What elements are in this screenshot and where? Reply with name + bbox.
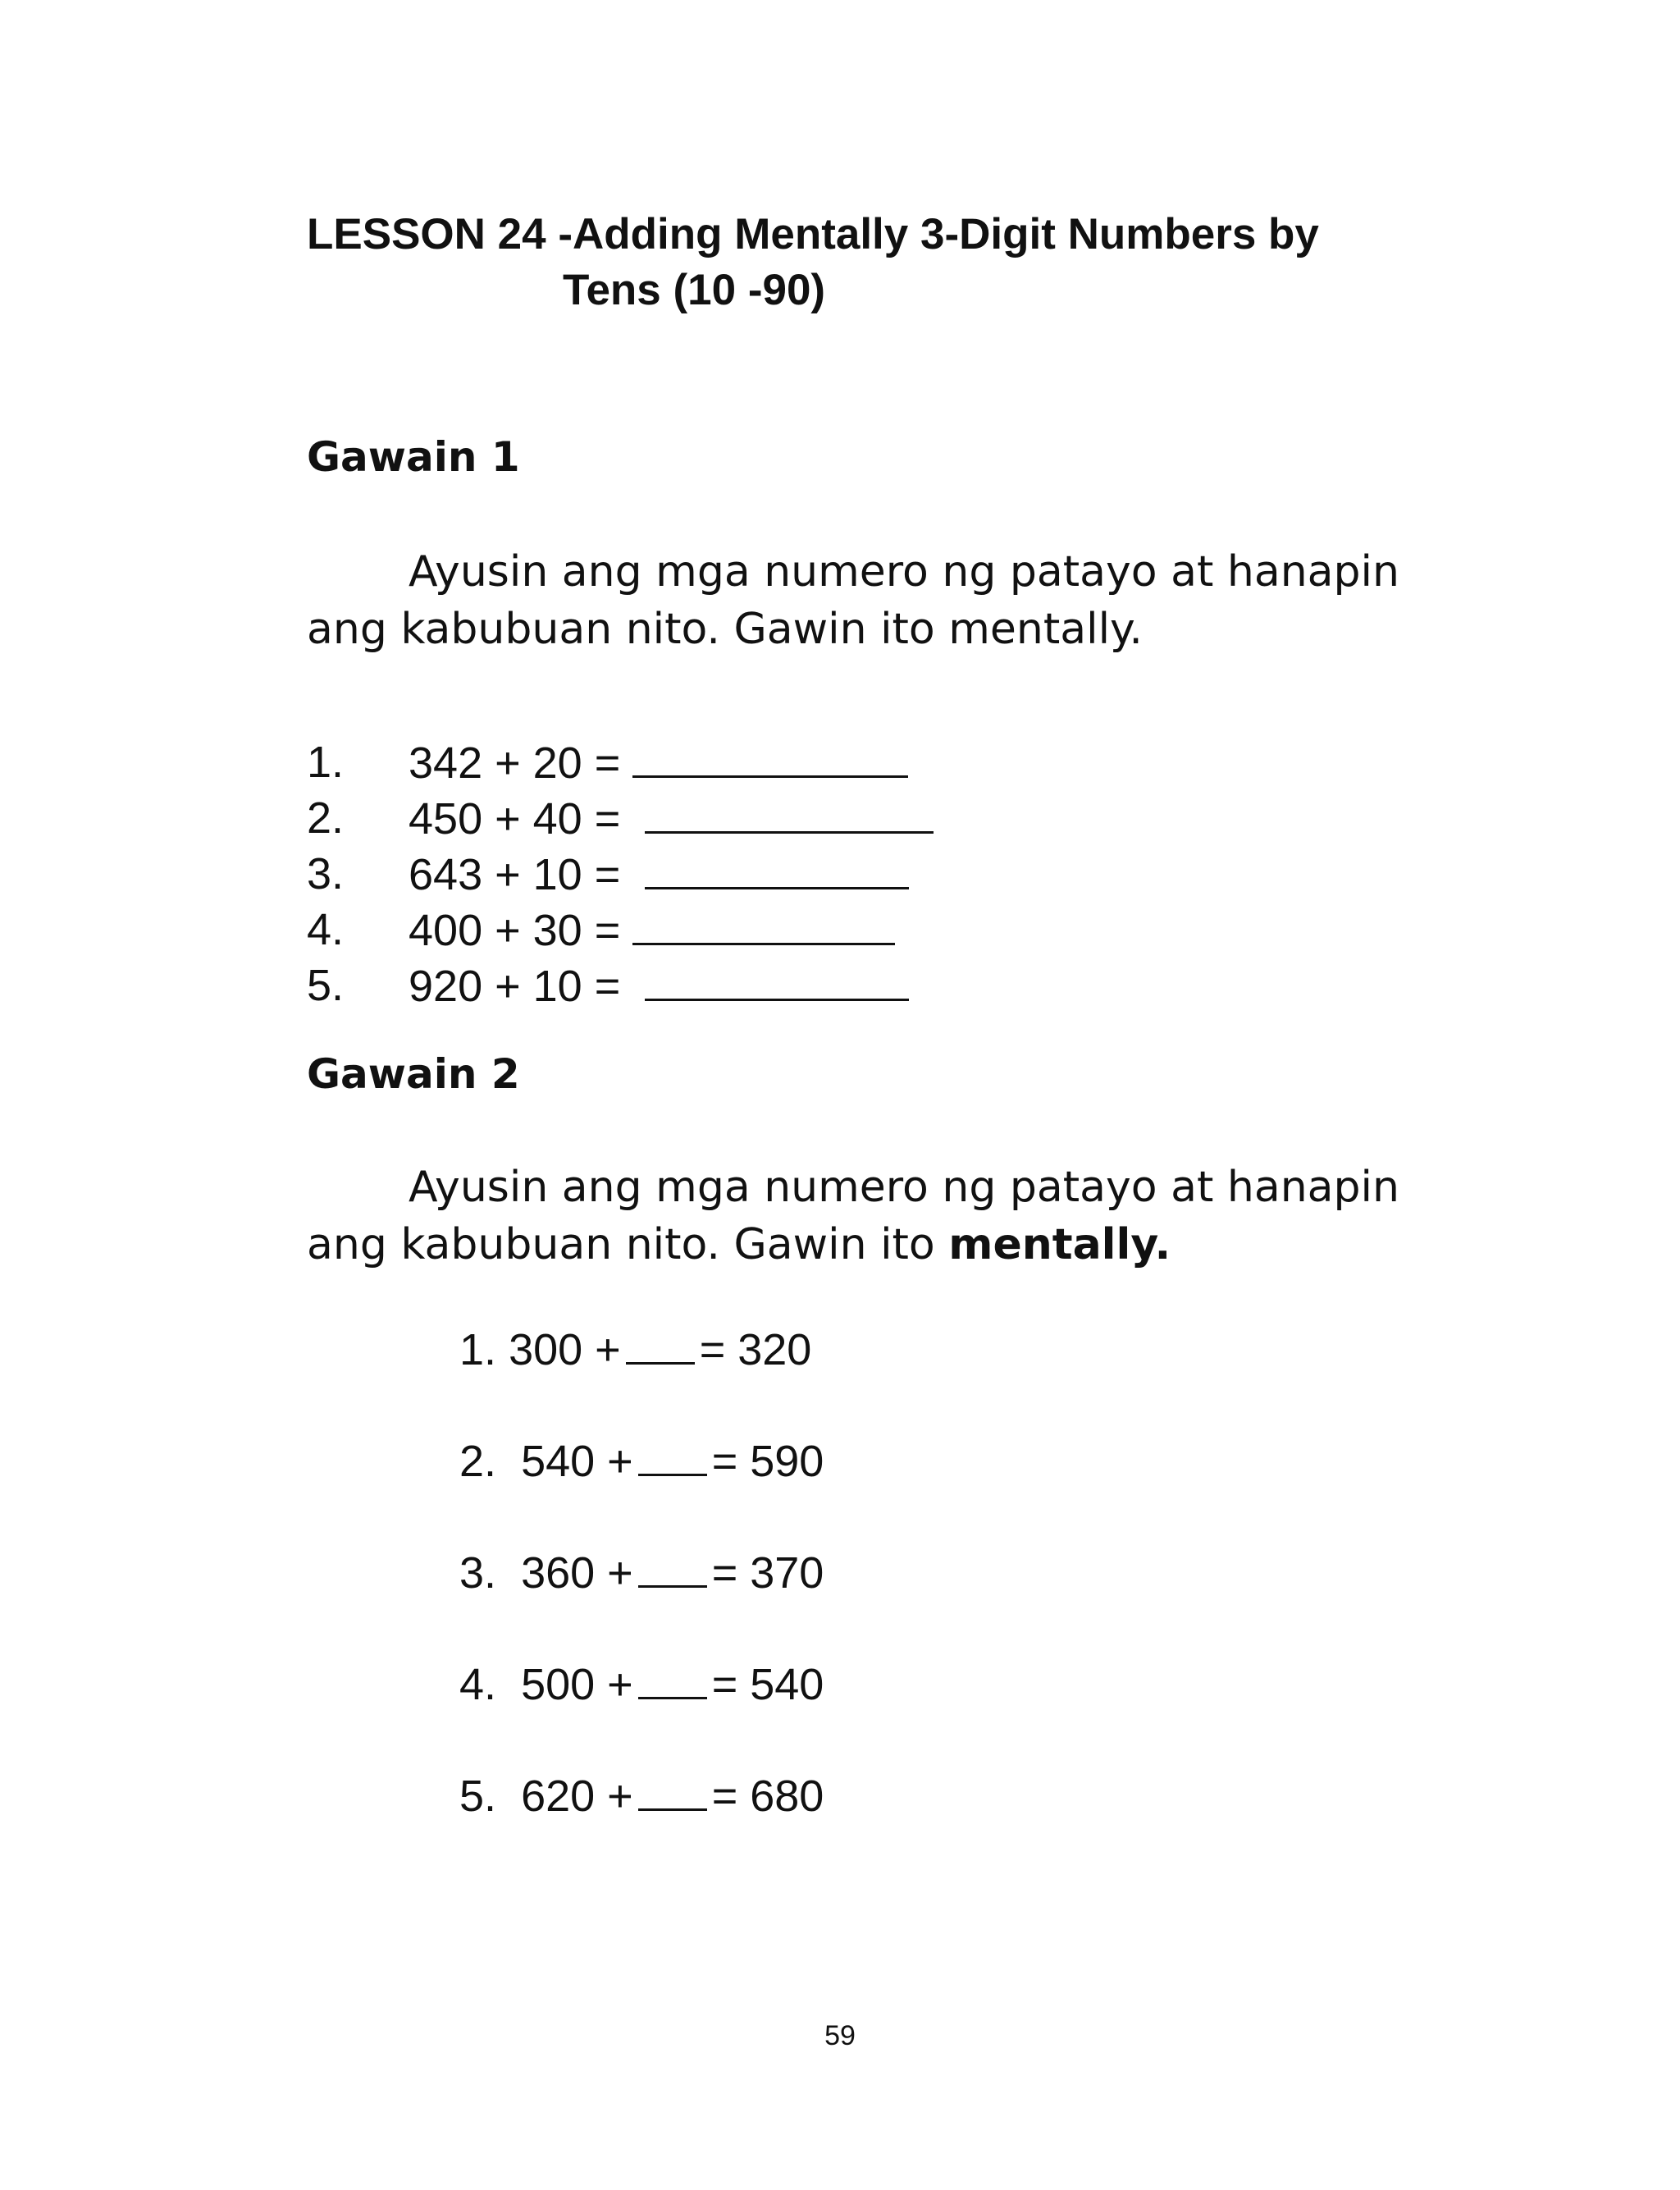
- answer-blank[interactable]: [645, 958, 909, 1001]
- item-left: 360 +: [521, 1548, 633, 1598]
- answer-blank[interactable]: [638, 1436, 707, 1476]
- item-left: 500 +: [521, 1660, 633, 1709]
- list-item: [459, 1433, 824, 1544]
- gawain1-instruction-line2: ang kabubuan nito. Gawin ito mentally.: [307, 605, 1143, 654]
- item-number: 4.: [307, 905, 345, 954]
- answer-blank[interactable]: [645, 846, 909, 889]
- answer-blank[interactable]: [638, 1771, 707, 1811]
- item-number: 3.: [459, 1548, 497, 1598]
- list-item: [459, 1767, 824, 1879]
- item-left: 300 +: [509, 1325, 621, 1374]
- gawain2-instruction: [307, 1159, 1472, 1273]
- item-right: = 540: [711, 1660, 824, 1709]
- item-number: 2.: [459, 1437, 497, 1486]
- gawain2-heading: Gawain 2: [307, 1050, 520, 1098]
- lesson-title: [307, 207, 1319, 318]
- item-number: 5.: [459, 1772, 497, 1821]
- item-expression: 400 + 30 =: [409, 906, 621, 955]
- item-expression: 643 + 10 =: [409, 850, 621, 899]
- page-number: 59: [824, 2020, 856, 2051]
- gawain1-heading: Gawain 1: [307, 433, 520, 481]
- list-item: [459, 1321, 824, 1433]
- answer-blank[interactable]: [626, 1324, 695, 1365]
- item-right: = 320: [699, 1325, 812, 1374]
- list-item: [459, 1656, 824, 1767]
- item-right: = 370: [711, 1548, 824, 1598]
- gawain1-instruction: [307, 543, 1472, 658]
- answer-blank[interactable]: [638, 1548, 707, 1588]
- answer-blank[interactable]: [645, 790, 934, 834]
- item-right: = 590: [711, 1437, 824, 1486]
- gawain2-instruction-line2: ang kabubuan nito. Gawin ito: [307, 1220, 949, 1269]
- answer-blank[interactable]: [632, 902, 895, 945]
- lesson-title-line2: Tens (10 -90): [563, 266, 826, 314]
- item-number: 1.: [307, 738, 345, 787]
- item-left: 540 +: [521, 1437, 633, 1486]
- item-left: 620 +: [521, 1772, 633, 1821]
- gawain2-instruction-line1: Ayusin ang mga numero ng patayo at hanapin: [409, 1163, 1399, 1212]
- gawain1-instruction-line1: Ayusin ang mga numero ng patayo at hanapin: [409, 547, 1399, 597]
- item-right: = 680: [711, 1772, 824, 1821]
- item-number: 2.: [307, 793, 345, 843]
- answer-blank[interactable]: [638, 1659, 707, 1699]
- item-number: 4.: [459, 1660, 497, 1709]
- item-expression: 450 + 40 =: [409, 794, 621, 844]
- item-expression: 920 + 10 =: [409, 962, 621, 1011]
- item-expression: 342 + 20 =: [409, 738, 621, 788]
- lesson-title-line1: LESSON 24 -Adding Mentally 3-Digit Numbers by: [307, 210, 1319, 258]
- answer-blank[interactable]: [632, 734, 908, 778]
- list-item: [459, 1544, 824, 1656]
- gawain2-instruction-emphasis: mentally.: [948, 1220, 1171, 1269]
- item-number: 5.: [307, 961, 345, 1010]
- gawain2-list: [459, 1321, 824, 1879]
- item-number: 1.: [459, 1325, 497, 1374]
- item-number: 3.: [307, 849, 345, 898]
